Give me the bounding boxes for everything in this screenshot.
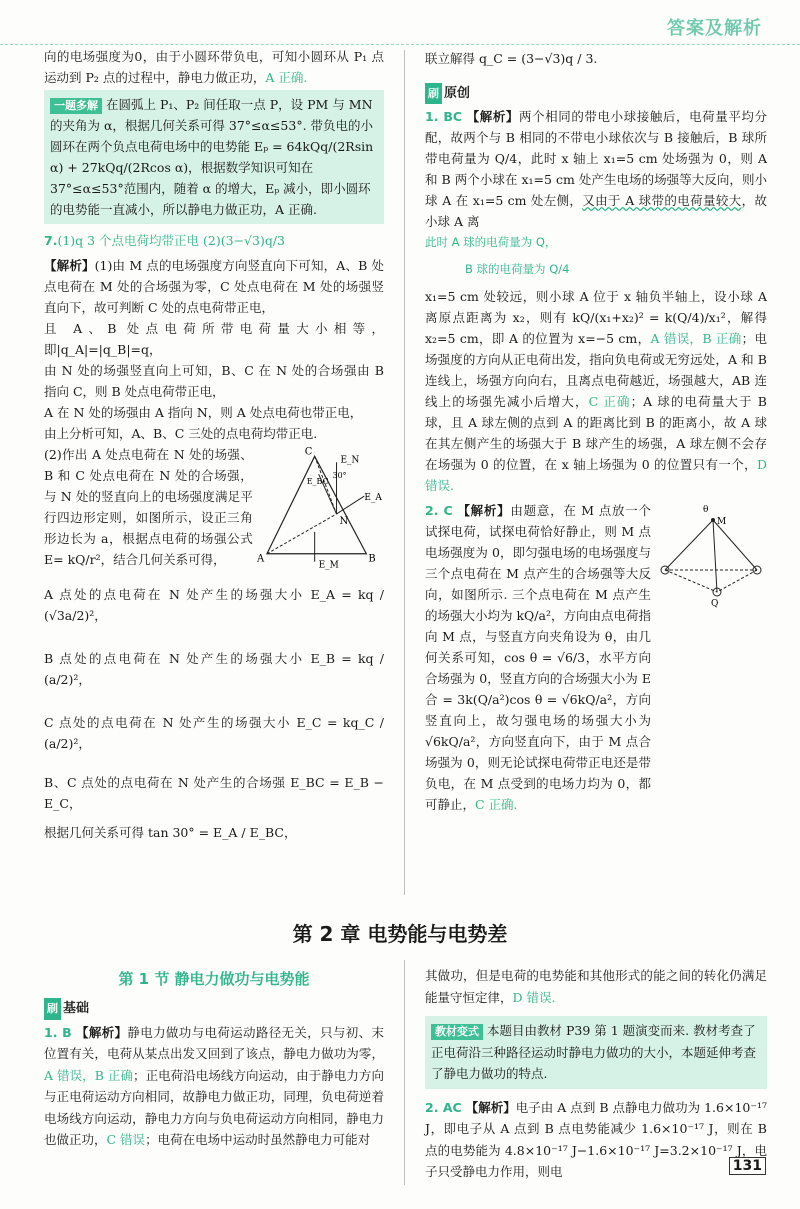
equation: C 点处的点电荷在 N 处产生的场强大小 E_C = kq_C / (a/2)²， xyxy=(44,715,384,751)
q1-analysis: 1. BC 【解析】两个相同的带电小球接触后，电荷量平均分配，故两个与 B 相同的不带电小球依次与 B 接触后，B 球所带电荷量为 Q/4，此时 x 轴上 x₁=5 cm 处场强为 0，则 A 和 B 两个小球在 x₁=5 cm 处产生电场的场强等大反向，则小球 A 在 x₁=5 cm 处左侧，又由于 A 球带的电荷量较大，故小球 A 离 xyxy=(425,109,767,229)
triangle-field-figure xyxy=(257,444,384,574)
equation: A 点处的点电荷在 N 处产生的场强大小 E_A = kq / (√3a/2)²， xyxy=(44,587,384,623)
paragraph: x₁=5 cm 处较远，则小球 A 位于 x 轴负半轴上，设小球 A 离原点距离为 x₂，则有 kQ/(x₁+x₂)² = k(Q/4)/x₁²，解得 x₂=5 cm，即 A 的位置为 x=−5 cm，A 错误，B 正确；电场强度的方向从正电荷出发，指向负电荷或无穷远处，A 和 B 连线上，场强方向向右，且离点电荷越近，场强越大，AB 连线上的场强先减小后增大，C 正确；A 球的电荷量大于 B 球，且 A 球左侧的点到 A 的距离比到 B 的距离小，故 A 球在其左侧产生的场强大于 B 球产生的场强，A 球左侧不会存在场强为 0 的位置，在 x 轴上场强为 0 的位置只有一个，D 错误. xyxy=(425,289,767,493)
alt-solution-box xyxy=(44,90,384,224)
svg-text:30°: 30° xyxy=(332,471,347,481)
column-divider xyxy=(404,960,405,1185)
chapter-title: 第 2 章 电势能与电势差 xyxy=(292,922,508,946)
section-heading: 刷 原创 xyxy=(425,83,767,104)
paragraph: 向的电场强度为0，由于小圆环带负电，可知小圆环从 P₁ 点运动到 P₂ 点的过程中，静电力做正功，A 正确. xyxy=(44,49,384,85)
annotation-note: B 球的电荷量为 Q/4 xyxy=(465,262,570,276)
svg-text:E_A: E_A xyxy=(364,493,382,504)
section-heading: 刷 基础 xyxy=(44,998,384,1020)
textbook-variant-box xyxy=(425,1016,767,1089)
paragraph: (2)作出 A 处点电荷在 N 处的场强、B 和 C 处点电荷在 N 处的合场强，与 N 处的竖直向上的电场强度满足平行四边形定则，如图所示，设正三角形边长为 a，根据点电荷的场强公式 E= kQ/r²，结合几何关系可得， xyxy=(44,447,253,567)
annotation-note: 此时 A 球的电荷量为 Q， xyxy=(425,235,557,249)
svg-text:E_M: E_M xyxy=(318,560,339,571)
header-divider xyxy=(0,44,800,45)
q1-analysis: 1. B 【解析】静电力做功与电荷运动路径无关，只与初、末位置有关，电荷从某点出发又回到了该点，静电力做功为零，A 错误，B 正确；正电荷沿电场线方向运动，由于静电力方向与正电荷运动方向相同，故静电力做正功，同理，负电荷逆着电场线方向运动，静电力方向与负电荷运动方向相同，静电力也做正功，C 错误；电荷在电场中运动时虽然静电力可能对 xyxy=(44,1024,384,1147)
paragraph: 由 N 处的场强竖直向上可知，B、C 在 N 处的合场强由 B 指向 C，则 B 处点电荷带正电， xyxy=(44,363,384,399)
alt-solution-text: 在圆弧上 P₁、P₂ 间任取一点 P，设 PM 与 MN 的夹角为 α，根据几何关系可得 37°≤α≤53°. 带负电的小圆环在两个负点电荷电场中的电势能 Eₚ = 64kQq/(2Rsin α) + 27kQq/(2Rcos α)，根据数学知识可知在 37°≤α≤53°范围内，随着 α 的增大，Eₚ 减小，即小圆环的电势能一直减小，所以静电力做正功，A 正确. xyxy=(50,97,374,217)
paragraph: A 在 N 处的场强由 A 指向 N，则 A 处点电荷也带正电， xyxy=(44,405,363,420)
figure-row xyxy=(44,444,384,574)
tetrahedron-figure xyxy=(657,500,765,610)
page-number: 131 xyxy=(729,1157,766,1175)
svg-text:M: M xyxy=(717,517,727,527)
svg-text:N: N xyxy=(339,515,348,527)
svg-text:E_BC: E_BC xyxy=(306,477,329,487)
analysis: 【解析】(1)由 M 点的电场强度方向竖直向下可知，A、B 处点电荷在 M 处的合场强为零，C 处点电荷在 M 处的场强竖直向下，故可判断 C 处的点电荷带正电， xyxy=(44,258,384,315)
textbook-variant-text: 本题目由教材 P39 第 1 题演变而来. 教材考查了正电荷沿三种路径运动时静电力做功的大小，本题延伸考查了静电力做功的特点. xyxy=(431,1023,757,1081)
header-title: 答案及解析 xyxy=(667,18,762,39)
svg-text:A: A xyxy=(256,553,264,565)
paragraph: 由上分析可知，A、B、C 三处的点电荷均带正电. xyxy=(44,426,318,441)
equation: 根据几何关系可得 tan 30° = E_A / E_BC， xyxy=(44,825,297,840)
equation: 联立解得 q_C = (3−√3)q / 3. xyxy=(425,51,598,66)
right-column xyxy=(425,48,767,815)
lesson-title: 第 1 节 静电力做功与电势能 xyxy=(118,970,310,988)
figure-row xyxy=(425,500,767,815)
q2-analysis: 2. AC 【解析】电子由 A 点到 B 点静电力做功为 1.6×10⁻¹⁷ J，即电子从 A 点到 B 点电势能减少 1.6×10⁻¹⁷ J，则在 B 点的电势能为 4.8×10⁻¹⁷ J−1.6×10⁻¹⁷ J=3.2×10⁻¹⁷ J，电子只受静电力作用，则电 xyxy=(425,1099,767,1179)
paragraph: 且 A、B 处点电荷所带电荷量大小相等，即|q_A|=|q_B|=q， xyxy=(44,321,384,357)
q2-analysis: 2. C 【解析】由题意，在 M 点放一个试探电荷，试探电荷恰好静止，则 M 点电场强度为 0，即匀强电场的电场强度与三个点电荷在 M 点产生的合场强等大反向，如图所示. 三个点电荷在 M 点产生的场强大小均为 kQ/a²，方向由点电荷指向 M 点，与竖直方向夹角设为 θ，由几何关系可知，cos θ = √6/3，水平方向合场强为 0，竖直方向的合场强大小为 E合 = 3k(Q/a²)cos θ = √6kQ/a²，方向竖直向上，故匀强电场的场强大小为 √6kQ/a²，方向竖直向下，由于 M 点合场强为 0，则无论试探电荷带正电还是带负电，在 M 点受到的电场力均为 0，都可静止，C 正确. xyxy=(425,503,651,812)
bottom-left-column xyxy=(44,996,384,1151)
bottom-right-column xyxy=(425,965,767,1183)
q7-answer: 7.(1)q 3 个点电荷均带正电 (2)(3−√3)q/3 xyxy=(44,233,286,248)
svg-text:θ: θ xyxy=(703,505,709,515)
equation: B、C 点处的点电荷在 N 处产生的合场强 E_BC = E_B − E_C， xyxy=(44,775,384,811)
svg-text:E_N: E_N xyxy=(340,455,360,466)
paragraph: 其做功，但是电荷的电势能和其他形式的能之间的转化仍满足能量守恒定律，D 错误. xyxy=(425,968,767,1005)
column-divider xyxy=(404,50,405,895)
svg-text:Q: Q xyxy=(711,599,719,609)
svg-text:B: B xyxy=(368,553,376,565)
textbook-variant-tag: 教材变式 xyxy=(431,1024,483,1040)
equation: B 点处的点电荷在 N 处产生的场强大小 E_B = kq / (a/2)²， xyxy=(44,651,384,687)
svg-text:C: C xyxy=(304,446,313,458)
alt-solution-tag: 一题多解 xyxy=(50,98,102,114)
left-column xyxy=(44,46,384,847)
